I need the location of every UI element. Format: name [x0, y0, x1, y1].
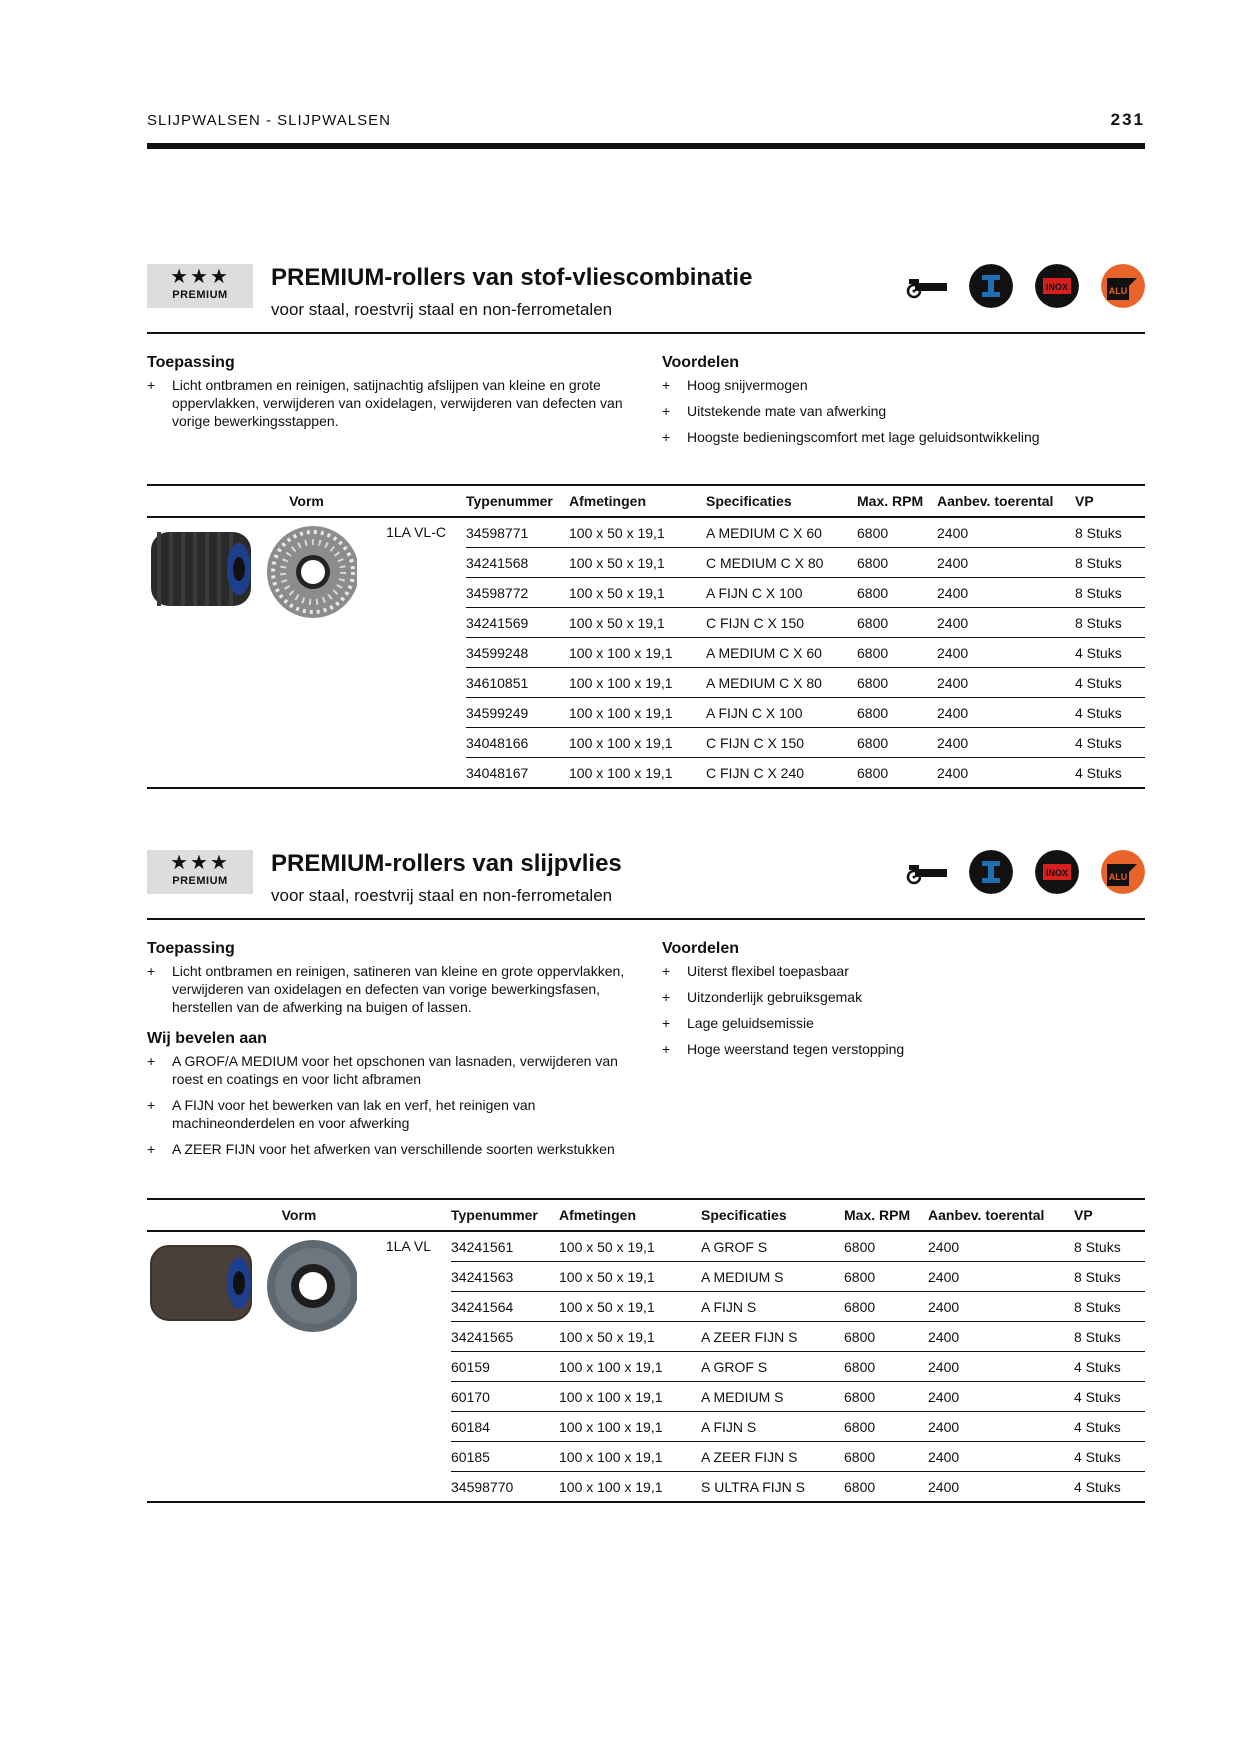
table-cell: 6800	[857, 668, 937, 698]
disc-image	[267, 1240, 357, 1332]
premium-badge	[147, 264, 253, 308]
table-cell: 6800	[857, 728, 937, 758]
product-table	[147, 484, 1145, 789]
table-cell: 6800	[844, 1472, 928, 1503]
list-item: + Licht ontbramen en reinigen, satijnachtig afslijpen van kleine en grote oppervlakken, verwijderen van oxidelagen, verwijderen van defecten van vorige bewerkingsstappen.	[147, 377, 623, 429]
steel-material-icon	[969, 264, 1013, 308]
alu-material-icon	[1101, 264, 1145, 308]
toepassing-heading: Toepassing	[147, 940, 235, 957]
table-cell: 34241569	[466, 608, 569, 638]
product-table	[147, 1198, 1145, 1503]
table-cell: 2400	[928, 1442, 1074, 1472]
toepassing-heading: Toepassing	[147, 354, 235, 371]
table-cell: 6800	[844, 1322, 928, 1352]
table-cell: 100 x 50 x 19,1	[559, 1262, 701, 1292]
table-cell: 6800	[844, 1442, 928, 1472]
premium-label: PREMIUM	[172, 289, 228, 301]
table-cell: 8 Stuks	[1074, 1322, 1145, 1352]
section-title: PREMIUM-rollers van slijpvlies	[271, 850, 622, 877]
table-cell: 2400	[937, 608, 1075, 638]
table-cell: 100 x 50 x 19,1	[569, 548, 706, 578]
table-cell: 2400	[937, 548, 1075, 578]
list-item: + Licht ontbramen en reinigen, satineren van kleine en grote oppervlakken, verwijderen van oxidelagen en defecten van vorige bewerkingsfasen, herstellen van de afwerking na buigen of lassen.	[147, 963, 625, 1015]
disc-image	[267, 526, 357, 618]
table-cell: 8 Stuks	[1075, 548, 1145, 578]
table-cell: 100 x 100 x 19,1	[559, 1382, 701, 1412]
table-cell: C FIJN C X 240	[706, 758, 857, 789]
table-cell: 100 x 50 x 19,1	[559, 1231, 701, 1262]
table-cell: 34598770	[451, 1472, 559, 1503]
table-cell: 34048167	[466, 758, 569, 789]
table-cell: 60170	[451, 1382, 559, 1412]
table-cell: 4 Stuks	[1074, 1382, 1145, 1412]
table-cell: 2400	[937, 517, 1075, 548]
premium-badge	[147, 850, 253, 894]
table-cell: 2400	[937, 638, 1075, 668]
col-header: Typenummer	[451, 1199, 559, 1231]
list-item: + Uiterst flexibel toepasbaar	[662, 963, 849, 979]
table-cell: A FIJN S	[701, 1412, 844, 1442]
shape-code: 1LA VL	[385, 1238, 431, 1254]
table-cell: 2400	[928, 1382, 1074, 1412]
section-rule	[147, 918, 1145, 920]
table-cell: 4 Stuks	[1075, 758, 1145, 789]
voordelen-column	[662, 354, 1157, 454]
table-cell: 100 x 50 x 19,1	[559, 1292, 701, 1322]
table-cell: A GROF S	[701, 1352, 844, 1382]
table-cell: 100 x 100 x 19,1	[569, 698, 706, 728]
table-cell: 2400	[937, 728, 1075, 758]
table-cell: 60185	[451, 1442, 559, 1472]
table-cell: 2400	[937, 698, 1075, 728]
table-cell: 2400	[928, 1262, 1074, 1292]
product-image	[147, 518, 357, 625]
table-cell: 100 x 100 x 19,1	[569, 638, 706, 668]
table-cell: 4 Stuks	[1074, 1352, 1145, 1382]
inox-material-icon	[1035, 850, 1079, 894]
page-header	[147, 112, 1145, 132]
table-cell: A FIJN C X 100	[706, 578, 857, 608]
table-cell: A FIJN S	[701, 1292, 844, 1322]
section-subtitle: voor staal, roestvrij staal en non-ferrometalen	[271, 886, 613, 905]
table-row	[147, 1231, 1145, 1262]
alu-label: ALU	[1108, 286, 1128, 296]
product-image-cell	[147, 517, 466, 788]
table-cell: 8 Stuks	[1075, 578, 1145, 608]
table-cell: 2400	[937, 578, 1075, 608]
table-cell: 4 Stuks	[1075, 668, 1145, 698]
table-cell: C FIJN C X 150	[706, 728, 857, 758]
stars-icon: ★★★	[170, 852, 230, 874]
roller-image	[151, 532, 251, 606]
angle-grinder-icon	[905, 276, 949, 300]
table-cell: 2400	[928, 1352, 1074, 1382]
table-cell: A MEDIUM C X 60	[706, 517, 857, 548]
table-header-row	[147, 1199, 1145, 1231]
table-cell: 4 Stuks	[1075, 728, 1145, 758]
steel-material-icon	[969, 850, 1013, 894]
table-cell: 34241565	[451, 1322, 559, 1352]
table-cell: 6800	[844, 1231, 928, 1262]
table-cell: 2400	[928, 1472, 1074, 1503]
stars-icon: ★★★	[170, 266, 230, 288]
inox-label: INOX	[1045, 282, 1069, 292]
list-item: + A FIJN voor het bewerken van lak en verf, het reinigen van machineonderdelen en voor afwerking	[147, 1097, 536, 1131]
col-header: Specificaties	[706, 485, 857, 517]
table-cell: 8 Stuks	[1075, 608, 1145, 638]
table-cell: 6800	[857, 608, 937, 638]
table-cell: 34599249	[466, 698, 569, 728]
table-cell: S ULTRA FIJN S	[701, 1472, 844, 1503]
table-cell: 6800	[857, 758, 937, 789]
table-cell: A GROF S	[701, 1231, 844, 1262]
table-cell: 34241564	[451, 1292, 559, 1322]
table-cell: 100 x 100 x 19,1	[559, 1412, 701, 1442]
table-cell: A MEDIUM S	[701, 1262, 844, 1292]
table-cell: 8 Stuks	[1074, 1231, 1145, 1262]
table-cell: 6800	[857, 698, 937, 728]
col-header: Max. RPM	[857, 485, 937, 517]
table-cell: 6800	[844, 1382, 928, 1412]
table-cell: 6800	[844, 1292, 928, 1322]
table-cell: 34241561	[451, 1231, 559, 1262]
table-cell: 34241563	[451, 1262, 559, 1292]
list-item: + A ZEER FIJN voor het afwerken van verschillende soorten werkstukken	[147, 1141, 615, 1157]
section-title: PREMIUM-rollers van stof-vliescombinatie	[271, 264, 753, 291]
alu-material-icon	[1101, 850, 1145, 894]
list-item: + Hoogste bedieningscomfort met lage geluidsontwikkeling	[662, 429, 1040, 445]
table-cell: 100 x 100 x 19,1	[569, 668, 706, 698]
table-cell: 100 x 50 x 19,1	[569, 578, 706, 608]
table-cell: 100 x 100 x 19,1	[559, 1352, 701, 1382]
table-cell: A ZEER FIJN S	[701, 1322, 844, 1352]
col-header: VP	[1075, 485, 1145, 517]
table-cell: C MEDIUM C X 80	[706, 548, 857, 578]
table-cell: 34599248	[466, 638, 569, 668]
col-header: VP	[1074, 1199, 1145, 1231]
inox-material-icon	[1035, 264, 1079, 308]
table-cell: 6800	[844, 1412, 928, 1442]
table-cell: 100 x 100 x 19,1	[569, 728, 706, 758]
application-icons	[905, 850, 1145, 896]
inox-label: INOX	[1045, 868, 1069, 878]
table-cell: A ZEER FIJN S	[701, 1442, 844, 1472]
table-cell: 100 x 50 x 19,1	[569, 517, 706, 548]
table-cell: A MEDIUM S	[701, 1382, 844, 1412]
table-cell: 6800	[844, 1352, 928, 1382]
col-header: Aanbev. toerental	[937, 485, 1075, 517]
table-cell: 100 x 50 x 19,1	[569, 608, 706, 638]
table-cell: 8 Stuks	[1074, 1292, 1145, 1322]
list-item: + Hoog snijvermogen	[662, 377, 808, 393]
table-cell: 2400	[937, 668, 1075, 698]
product-image-cell	[147, 1231, 451, 1502]
table-cell: 60159	[451, 1352, 559, 1382]
section-rule	[147, 332, 1145, 334]
table-cell: 4 Stuks	[1074, 1472, 1145, 1503]
table-cell: 100 x 100 x 19,1	[559, 1472, 701, 1503]
table-cell: A FIJN C X 100	[706, 698, 857, 728]
section-subtitle: voor staal, roestvrij staal en non-ferrometalen	[271, 300, 613, 319]
table-cell: 4 Stuks	[1074, 1412, 1145, 1442]
table-cell: 8 Stuks	[1074, 1262, 1145, 1292]
toepassing-column	[147, 354, 642, 438]
toepassing-column	[147, 940, 642, 1166]
col-header: Aanbev. toerental	[928, 1199, 1074, 1231]
table-cell: 34598772	[466, 578, 569, 608]
application-icons	[905, 264, 1145, 310]
list-item: + A GROF/A MEDIUM voor het opschonen van lasnaden, verwijderen van roest en coatings en voor licht afbramen	[147, 1053, 618, 1087]
alu-label: ALU	[1108, 872, 1128, 882]
list-item: + Uitstekende mate van afwerking	[662, 403, 887, 419]
table-cell: 4 Stuks	[1075, 698, 1145, 728]
table-cell: 6800	[857, 548, 937, 578]
roller-image	[151, 1246, 251, 1320]
col-header: Vorm	[147, 485, 466, 517]
table-cell: 2400	[937, 758, 1075, 789]
table-cell: 100 x 100 x 19,1	[559, 1442, 701, 1472]
table-cell: 2400	[928, 1231, 1074, 1262]
breadcrumb: SLIJPWALSEN - SLIJPWALSEN	[147, 112, 391, 129]
table-cell: 2400	[928, 1322, 1074, 1352]
aanbevelen-heading: Wij bevelen aan	[147, 1030, 267, 1047]
table-cell: 34610851	[466, 668, 569, 698]
table-cell: A MEDIUM C X 60	[706, 638, 857, 668]
col-header: Max. RPM	[844, 1199, 928, 1231]
voordelen-heading: Voordelen	[662, 940, 740, 957]
table-header-row	[147, 485, 1145, 517]
table-cell: 100 x 50 x 19,1	[559, 1322, 701, 1352]
page-number: 231	[1110, 110, 1145, 129]
table-cell: 60184	[451, 1412, 559, 1442]
table-cell: 8 Stuks	[1075, 517, 1145, 548]
list-item: + Lage geluidsemissie	[662, 1015, 814, 1031]
table-cell: 6800	[857, 517, 937, 548]
col-header: Specificaties	[701, 1199, 844, 1231]
col-header: Afmetingen	[569, 485, 706, 517]
voordelen-heading: Voordelen	[662, 354, 740, 371]
premium-label: PREMIUM	[172, 875, 228, 887]
angle-grinder-icon	[905, 862, 949, 886]
table-cell: 34048166	[466, 728, 569, 758]
col-header: Typenummer	[466, 485, 569, 517]
table-cell: C FIJN C X 150	[706, 608, 857, 638]
list-item: + Uitzonderlijk gebruiksgemak	[662, 989, 863, 1005]
table-cell: 4 Stuks	[1075, 638, 1145, 668]
header-rule	[147, 143, 1145, 149]
table-row	[147, 517, 1145, 548]
table-cell: 2400	[928, 1292, 1074, 1322]
table-cell: 6800	[857, 578, 937, 608]
voordelen-column	[662, 940, 1157, 1066]
product-image	[147, 1232, 357, 1339]
table-cell: 34598771	[466, 517, 569, 548]
shape-code: 1LA VL-C	[386, 524, 446, 540]
table-cell: 4 Stuks	[1074, 1442, 1145, 1472]
table-cell: A MEDIUM C X 80	[706, 668, 857, 698]
table-cell: 6800	[844, 1262, 928, 1292]
col-header: Afmetingen	[559, 1199, 701, 1231]
col-header: Vorm	[147, 1199, 451, 1231]
table-cell: 34241568	[466, 548, 569, 578]
table-cell: 6800	[857, 638, 937, 668]
list-item: + Hoge weerstand tegen verstopping	[662, 1041, 905, 1057]
table-cell: 100 x 100 x 19,1	[569, 758, 706, 789]
table-cell: 2400	[928, 1412, 1074, 1442]
